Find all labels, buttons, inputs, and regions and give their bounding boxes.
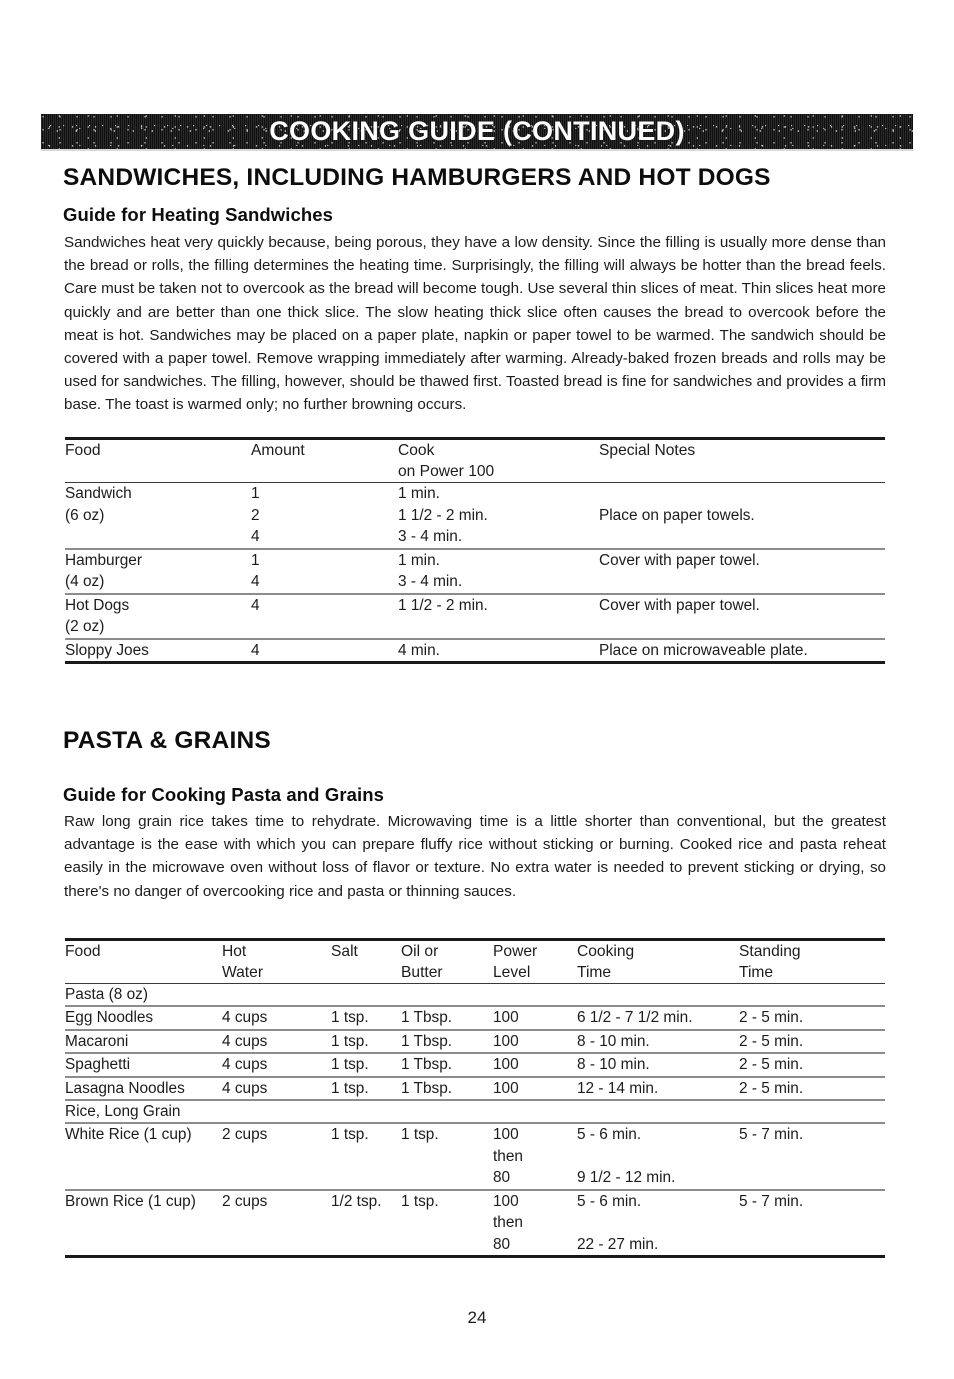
- cell-standing-time: 2 - 5 min.: [739, 1053, 885, 1077]
- cell-notes: Place on microwaveable plate.: [599, 639, 885, 663]
- cell-salt: 1 tsp.: [331, 1123, 401, 1190]
- cell-food: Hot Dogs (2 oz): [65, 594, 251, 639]
- section-heading-pasta-grains: PASTA & GRAINS: [63, 727, 271, 754]
- table-row: [65, 483, 885, 549]
- table-row: [65, 1053, 885, 1077]
- cell-hot-water: 4 cups: [222, 1053, 331, 1077]
- cell-salt: 1 tsp.: [331, 1006, 401, 1030]
- cell-hot-water: 4 cups: [222, 1006, 331, 1030]
- cell-notes: Cover with paper towel.: [599, 594, 885, 639]
- page-banner: [41, 114, 913, 149]
- col-header-food: Food: [65, 439, 251, 483]
- cell-cook: 1 min. 3 - 4 min.: [398, 549, 599, 594]
- cell-oil-butter: 1 Tbsp.: [401, 1077, 493, 1101]
- cell-cooking-time: 12 - 14 min.: [577, 1077, 739, 1101]
- cell-notes: Cover with paper towel.: [599, 549, 885, 594]
- table-row: [65, 1190, 885, 1257]
- cell-food: Brown Rice (1 cup): [65, 1190, 222, 1257]
- group-row-rice: [65, 1100, 885, 1123]
- table-row: [65, 1123, 885, 1190]
- cell-standing-time: 5 - 7 min.: [739, 1190, 885, 1257]
- cell-power-level: 100: [493, 1077, 577, 1101]
- table-header-row: [65, 439, 885, 483]
- cell-salt: 1 tsp.: [331, 1077, 401, 1101]
- col-header-cooking-time: Cooking Time: [577, 940, 739, 984]
- cell-cooking-time: 8 - 10 min.: [577, 1030, 739, 1054]
- cell-notes: Place on paper towels.: [599, 483, 885, 549]
- section-heading-sandwiches: SANDWICHES, INCLUDING HAMBURGERS AND HOT DOGS: [63, 164, 771, 191]
- table-row: [65, 1077, 885, 1101]
- cell-power-level: 100 then 80: [493, 1190, 577, 1257]
- col-header-power-level: Power Level: [493, 940, 577, 984]
- cell-amount: 4: [251, 639, 398, 663]
- cell-oil-butter: 1 Tbsp.: [401, 1006, 493, 1030]
- table-row: [65, 549, 885, 594]
- cell-cooking-time: 6 1/2 - 7 1/2 min.: [577, 1006, 739, 1030]
- cell-standing-time: 2 - 5 min.: [739, 1030, 885, 1054]
- cell-amount: 1 2 4: [251, 483, 398, 549]
- cell-standing-time: 2 - 5 min.: [739, 1077, 885, 1101]
- col-header-amount: Amount: [251, 439, 398, 483]
- table-sandwiches-head: [65, 439, 885, 483]
- cell-hot-water: 2 cups: [222, 1123, 331, 1190]
- cell-standing-time: 2 - 5 min.: [739, 1006, 885, 1030]
- table-row: [65, 594, 885, 639]
- paragraph-pasta: Raw long grain rice takes time to rehydrate. Microwaving time is a little shorter than conventional, but the greatest advantage is the ease with which you can prepare fluffy rice without sticking or burning. Cooked rice and pasta reheat easily in the microwave oven without loss of flavor or texture. No extra water is needed to prevent sticking or drying, so there's no danger of overcooking rice and pasta or thinning sauces.: [64, 813, 886, 900]
- table-pasta-body: [65, 984, 885, 1259]
- cell-oil-butter: 1 Tbsp.: [401, 1053, 493, 1077]
- col-header-food: Food: [65, 940, 222, 984]
- cell-cooking-time: 5 - 6 min. 9 1/2 - 12 min.: [577, 1123, 739, 1190]
- cell-food: Sandwich (6 oz): [65, 483, 251, 549]
- table-sandwiches: [65, 437, 885, 664]
- cell-cook: 1 min. 1 1/2 - 2 min. 3 - 4 min.: [398, 483, 599, 549]
- cell-oil-butter: 1 Tbsp.: [401, 1030, 493, 1054]
- cell-power-level: 100 then 80: [493, 1123, 577, 1190]
- group-row-pasta: [65, 984, 885, 1007]
- cell-power-level: 100: [493, 1030, 577, 1054]
- table-bottom-rule: [65, 1257, 885, 1259]
- col-header-oil-butter: Oil or Butter: [401, 940, 493, 984]
- table-bottom-rule-row: [65, 1257, 885, 1259]
- cell-cook: 1 1/2 - 2 min.: [398, 594, 599, 639]
- cell-hot-water: 4 cups: [222, 1077, 331, 1101]
- cell-oil-butter: 1 tsp.: [401, 1123, 493, 1190]
- subheading-guide-cooking-pasta: Guide for Cooking Pasta and Grains: [63, 784, 385, 805]
- cell-amount: 4: [251, 594, 398, 639]
- cell-salt: 1 tsp.: [331, 1053, 401, 1077]
- col-header-cook-power: Cook on Power 100: [398, 439, 599, 483]
- cell-food: Egg Noodles: [65, 1006, 222, 1030]
- cell-amount: 1 4: [251, 549, 398, 594]
- cell-food: Sloppy Joes: [65, 639, 251, 663]
- group-label-rice: Rice, Long Grain: [65, 1100, 885, 1123]
- cell-cooking-time: 5 - 6 min. 22 - 27 min.: [577, 1190, 739, 1257]
- cell-salt: 1/2 tsp.: [331, 1190, 401, 1257]
- cell-food: Macaroni: [65, 1030, 222, 1054]
- table-bottom-rule-row: [65, 663, 885, 665]
- cell-power-level: 100: [493, 1053, 577, 1077]
- cell-hot-water: 4 cups: [222, 1030, 331, 1054]
- group-label-pasta: Pasta (8 oz): [65, 984, 885, 1007]
- table-row: [65, 1006, 885, 1030]
- table-pasta-grains: [65, 938, 885, 1258]
- cell-standing-time: 5 - 7 min.: [739, 1123, 885, 1190]
- cell-food: Hamburger (4 oz): [65, 549, 251, 594]
- col-header-salt: Salt: [331, 940, 401, 984]
- table-pasta-head: [65, 940, 885, 984]
- cell-cooking-time: 8 - 10 min.: [577, 1053, 739, 1077]
- cell-hot-water: 2 cups: [222, 1190, 331, 1257]
- table-bottom-rule: [65, 663, 885, 665]
- banner-title: COOKING GUIDE (CONTINUED): [269, 116, 685, 146]
- table-row: [65, 1030, 885, 1054]
- col-header-standing-time: Standing Time: [739, 940, 885, 984]
- page-number: 24: [467, 1308, 487, 1327]
- cell-power-level: 100: [493, 1006, 577, 1030]
- table-header-row: [65, 940, 885, 984]
- cell-salt: 1 tsp.: [331, 1030, 401, 1054]
- col-header-special-notes: Special Notes: [599, 439, 885, 483]
- subheading-guide-heating-sandwiches: Guide for Heating Sandwiches: [63, 204, 334, 225]
- col-header-hot-water: Hot Water: [222, 940, 331, 984]
- cell-oil-butter: 1 tsp.: [401, 1190, 493, 1257]
- table-sandwiches-body: [65, 483, 885, 665]
- cell-food: Lasagna Noodles: [65, 1077, 222, 1101]
- paragraph-sandwiches: Sandwiches heat very quickly because, being porous, they have a low density. Since the filling is usually more dense than the bread or rolls, the filling determines the heating time. Surprisingly, the filling will always be hotter than the bread feels. Care must be taken not to overcook as the bread will become tough. Use several thin slices of meat. Thin slices heat more quickly and are better than one thick slice. The slow heating thick slice often causes the bread to overcook before the meat is hot. Sandwiches may be placed on a paper plate, napkin or paper towel to be warmed. The sandwich should be covered with a paper towel. Remove wrapping immediately after warming. Already-baked frozen breads and rolls may be used for sandwiches. The filling, however, should be thawed first. Toasted bread is fine for sandwiches and provides a firm base. The toast is warmed only; no further browning occurs.: [64, 234, 886, 414]
- table-row: [65, 639, 885, 663]
- cell-food: White Rice (1 cup): [65, 1123, 222, 1190]
- cell-cook: 4 min.: [398, 639, 599, 663]
- cell-food: Spaghetti: [65, 1053, 222, 1077]
